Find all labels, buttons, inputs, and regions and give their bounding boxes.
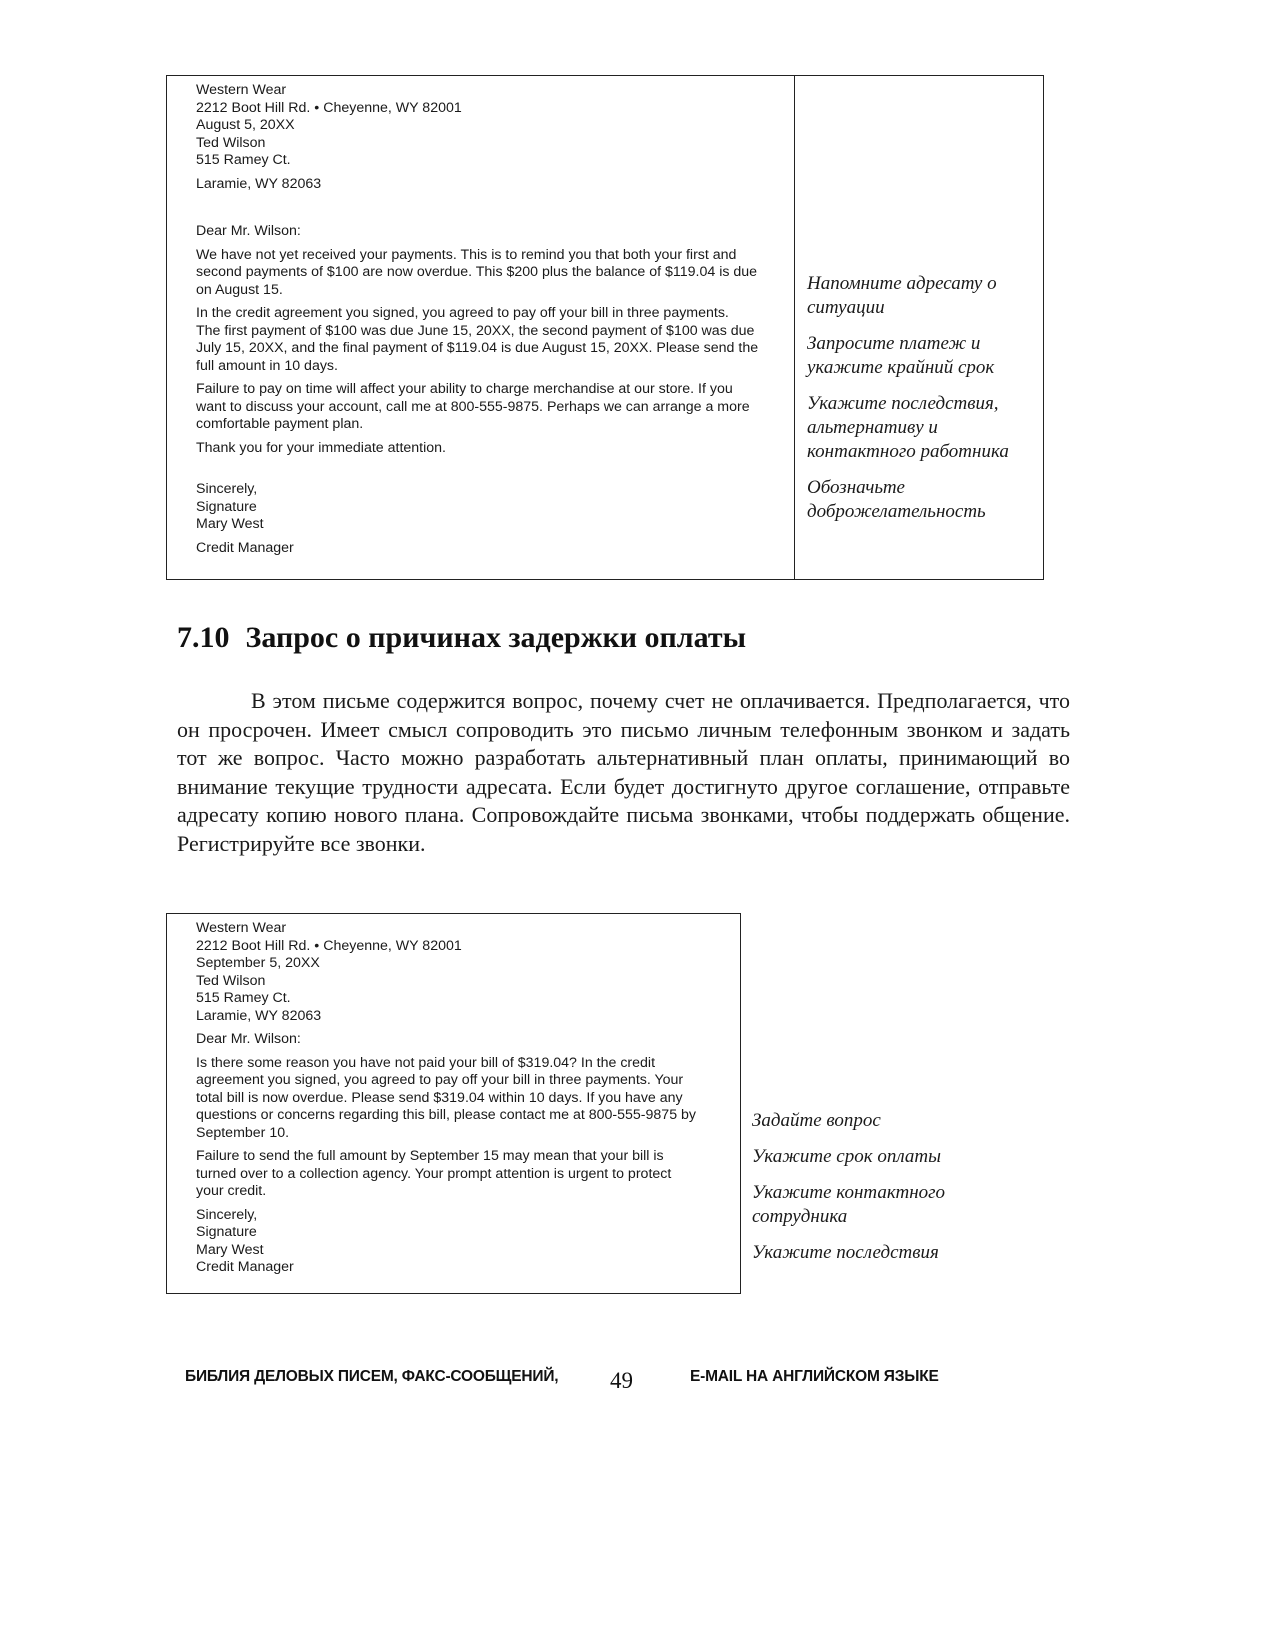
letter-1 bbox=[196, 82, 786, 557]
letter-paragraph: Failure to send the full amount by September 15 may mean that your bill is turned over to a collection agency. Your prompt attention is urgent to protect your credit. bbox=[196, 1148, 672, 1199]
recipient-city: Laramie, WY 82063 bbox=[196, 1007, 322, 1024]
letter-1-header bbox=[196, 82, 786, 193]
recipient-street: 515 Ramey Ct. bbox=[196, 990, 291, 1006]
recipient-street: 515 Ramey Ct. bbox=[196, 152, 291, 168]
note-goodwill: Обозначьте доброжелательность bbox=[807, 477, 986, 522]
section-title: Запрос о причинах задержки оплаты bbox=[245, 621, 747, 654]
recipient-name: Ted Wilson bbox=[196, 134, 266, 151]
sender-name: Western Wear bbox=[196, 82, 287, 98]
notes-1 bbox=[807, 272, 1037, 524]
note-payment-deadline: Укажите срок оплаты bbox=[752, 1146, 941, 1167]
note-ask-question: Задайте вопрос bbox=[752, 1110, 881, 1131]
notes-2 bbox=[752, 1109, 1012, 1265]
page-number: 49 bbox=[610, 1368, 633, 1393]
section-number: 7.10 bbox=[177, 621, 230, 654]
signer-title: Credit Manager bbox=[196, 539, 294, 556]
letter-date: September 5, 20XX bbox=[196, 955, 320, 971]
letter-paragraph: We have not yet received your payments. This is to remind you that both your first and second payments of $100 are now overdue. This $200 plus the balance of $119.04 is due on August 15. bbox=[196, 246, 758, 298]
sender-address: 2212 Boot Hill Rd. • Cheyenne, WY 82001 bbox=[196, 99, 462, 116]
note-request-payment: Запросите платеж и укажите крайний срок bbox=[807, 333, 995, 378]
recipient-city: Laramie, WY 82063 bbox=[196, 175, 322, 192]
letter-paragraph: In the credit agreement you signed, you agreed to pay off your bill in three payments. The first payment of $100 was due June 15, 20XX, the second payment of $100 was due July 15, 20XX, and the final payment of $119.04 is due August 15, 20XX. Please send the full amount in 10 days. bbox=[196, 305, 759, 374]
letter-paragraph: Thank you for your immediate attention. bbox=[196, 439, 446, 456]
letter-paragraph: Failure to pay on time will affect your ability to charge merchandise at our store. If you want to discuss your account, call me at 800-555-9875. Perhaps we can arrange a more comfortable payment plan. bbox=[196, 381, 750, 432]
note-consequences: Укажите последствия bbox=[752, 1242, 939, 1263]
sender-name: Western Wear bbox=[196, 920, 287, 936]
letter-date: August 5, 20XX bbox=[196, 117, 295, 133]
sender-address: 2212 Boot Hill Rd. • Cheyenne, WY 82001 bbox=[196, 937, 462, 954]
closing: Sincerely, Signature Mary West Credit Manager bbox=[196, 481, 786, 557]
footer-right: E-MAIL НА АНГЛИЙСКОМ ЯЗЫКЕ bbox=[690, 1368, 939, 1385]
signer-title: Credit Manager bbox=[196, 1259, 294, 1275]
section-body: В этом письме содержится вопрос, почему счет не оплачивается. Предполагается, что он просрочен. Имеет смысл сопроводить это письмо личным телефонным звонком и задать тот же вопрос. Часто можно разработать альтернативный план оплаты, принимающий во внимание текущие трудности адресата. Если будет достигнуто другое соглашение, отправьте адресату копию нового плана. Сопровождайте письма звонками, чтобы поддержать общение. Регистрируйте все звонки. bbox=[177, 688, 1070, 856]
note-consequences: Укажите последствия, альтернативу и контактного работника bbox=[807, 393, 1009, 462]
recipient-name: Ted Wilson bbox=[196, 972, 266, 989]
footer-left: БИБЛИЯ ДЕЛОВЫХ ПИСЕМ, ФАКС-СООБЩЕНИЙ, bbox=[185, 1368, 559, 1385]
closing: Sincerely, Signature Mary West Credit Manager bbox=[196, 1207, 736, 1277]
section-heading bbox=[177, 621, 746, 655]
letter-2-header bbox=[196, 920, 736, 1025]
letter-2 bbox=[196, 920, 736, 1277]
letter-paragraph: Is there some reason you have not paid your bill of $319.04? In the credit agreement you signed, you agreed to pay off your bill in three payments. Your total bill is now overdue. Please send $319.04 within 10 days. If you have any questions or concerns regarding this bill, please contact me at 800-555-9875 by September 10. bbox=[196, 1054, 697, 1141]
note-contact: Укажите контактного сотрудника bbox=[752, 1182, 946, 1227]
note-remind: Напомните адресату о ситуации bbox=[807, 273, 997, 318]
salutation: Dear Mr. Wilson: bbox=[196, 1031, 301, 1047]
salutation: Dear Mr. Wilson: bbox=[196, 223, 301, 239]
